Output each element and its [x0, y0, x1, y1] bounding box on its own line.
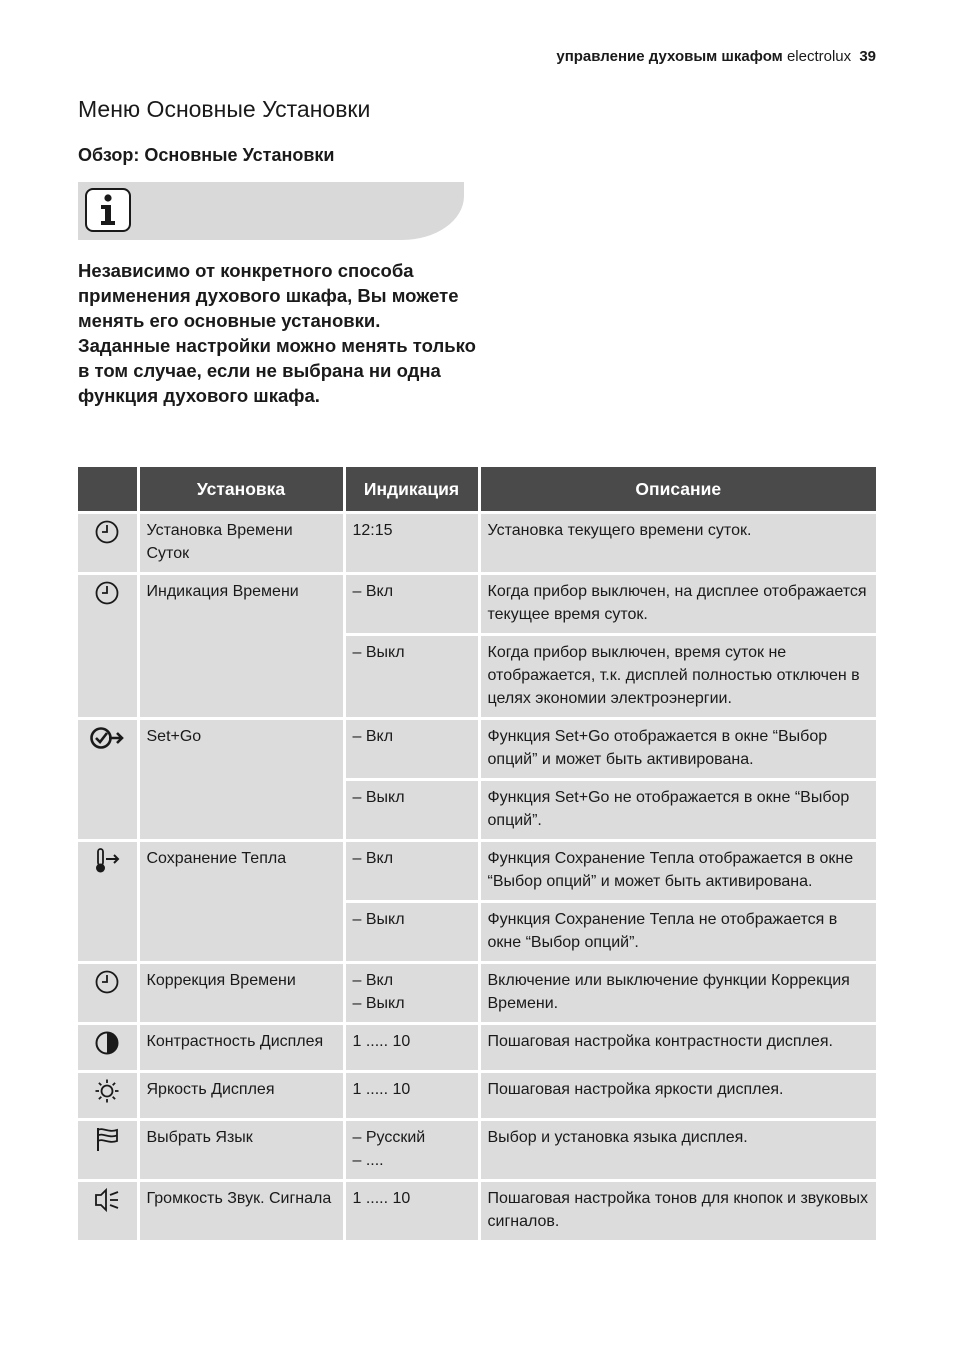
table-row — [78, 1181, 876, 1242]
indication-cell: 1 ..... 10 — [344, 1181, 479, 1242]
description-cell: Пошаговая настройка яркости дисплея. — [479, 1072, 876, 1120]
clock-icon — [94, 519, 120, 545]
indication-line: – Русский — [352, 1129, 426, 1146]
description-cell: Включение или выключение функции Коррекция Времени. — [479, 963, 876, 1024]
row-icon-cell — [78, 963, 138, 1024]
flag-icon — [94, 1126, 120, 1152]
description-cell: Функция Сохранение Тепла не отображается в окне “Выбор опций”. — [479, 902, 876, 963]
clock-icon — [94, 969, 120, 995]
speaker-icon — [93, 1187, 121, 1213]
indication-line: – Вкл — [352, 972, 394, 989]
description-cell: Функция Set+Go отображается в окне “Выбор опций” и может быть активирована. — [479, 719, 876, 780]
section-subtitle: Обзор: Основные Установки — [78, 145, 335, 165]
indication-cell: – Выкл — [344, 635, 479, 719]
description-cell: Когда прибор выключен, на дисплее отображается текущее время суток. — [479, 574, 876, 635]
settings-table — [78, 464, 876, 1243]
setting-cell: Установка Времени Суток — [138, 513, 344, 574]
table-row — [78, 1024, 876, 1072]
setting-cell: Яркость Дисплея — [138, 1072, 344, 1120]
description-cell: Пошаговая настройка контрастности дисплея. — [479, 1024, 876, 1072]
intro-paragraph-2: Заданные настройки можно менять только в том случае, если не выбрана ни одна функция духового шкафа. — [78, 335, 476, 406]
row-icon-cell — [78, 1181, 138, 1242]
row-icon-cell — [78, 841, 138, 963]
row-icon-cell — [78, 719, 138, 841]
indication-cell: – Выкл — [344, 780, 479, 841]
clock-icon — [94, 580, 120, 606]
row-icon-cell — [78, 513, 138, 574]
intro-paragraph-1: Независимо от конкретного способа применения духового шкафа, Вы можете менять его основные установки. — [78, 260, 459, 331]
description-cell: Когда прибор выключен, время суток не отображается, т.к. дисплей полностью отключен в целях экономии электроэнергии. — [479, 635, 876, 719]
description-cell: Установка текущего времени суток. — [479, 513, 876, 574]
indication-cell: 1 ..... 10 — [344, 1024, 479, 1072]
indication-cell: – Выкл — [344, 902, 479, 963]
row-icon-cell — [78, 1024, 138, 1072]
brightness-icon — [94, 1078, 120, 1104]
table-row — [78, 513, 876, 574]
indication-cell: 12:15 — [344, 513, 479, 574]
table-row — [78, 574, 876, 635]
info-i-icon — [85, 188, 131, 232]
running-header — [556, 48, 876, 65]
header-brand: electrolux — [786, 48, 852, 65]
page-title: Меню Основные Установки — [78, 96, 371, 122]
header-description: Описание — [479, 466, 876, 513]
description-cell: Функция Сохранение Тепла отображается в окне “Выбор опций” и может быть активирована. — [479, 841, 876, 902]
description-cell: Выбор и установка языка дисплея. — [479, 1120, 876, 1181]
description-cell: Пошаговая настройка тонов для кнопок и звуковых сигналов. — [479, 1181, 876, 1242]
row-icon-cell — [78, 574, 138, 719]
setting-cell: Коррекция Времени — [138, 963, 344, 1024]
table-row — [78, 963, 876, 1024]
page-number: 39 — [859, 48, 876, 65]
indication-line: – Выкл — [352, 995, 405, 1012]
description-cell: Функция Set+Go не отображается в окне “Выбор опций”. — [479, 780, 876, 841]
indication-line: – .... — [352, 1152, 384, 1169]
indication-cell — [344, 1120, 479, 1181]
indication-cell: – Вкл — [344, 841, 479, 902]
header-indication: Индикация — [344, 466, 479, 513]
intro-text — [78, 258, 478, 408]
table-header-row — [78, 466, 876, 513]
header-setting: Установка — [138, 466, 344, 513]
setting-cell: Set+Go — [138, 719, 344, 841]
indication-cell: – Вкл — [344, 574, 479, 635]
table-row — [78, 1120, 876, 1181]
header-section: управление духовым шкафом — [556, 48, 783, 65]
indication-cell: – Вкл — [344, 719, 479, 780]
row-icon-cell — [78, 1120, 138, 1181]
set-go-icon — [89, 725, 125, 751]
setting-cell: Выбрать Язык — [138, 1120, 344, 1181]
setting-cell: Контрастность Дисплея — [138, 1024, 344, 1072]
info-banner — [78, 182, 464, 240]
contrast-icon — [94, 1030, 120, 1056]
table-row — [78, 719, 876, 780]
row-icon-cell — [78, 1072, 138, 1120]
heat-keep-icon — [92, 847, 122, 875]
indication-cell: 1 ..... 10 — [344, 1072, 479, 1120]
header-icon-col — [78, 466, 138, 513]
setting-cell: Сохранение Тепла — [138, 841, 344, 963]
table-row — [78, 1072, 876, 1120]
indication-cell — [344, 963, 479, 1024]
setting-cell: Громкость Звук. Сигнала — [138, 1181, 344, 1242]
table-row — [78, 841, 876, 902]
setting-cell: Индикация Времени — [138, 574, 344, 719]
